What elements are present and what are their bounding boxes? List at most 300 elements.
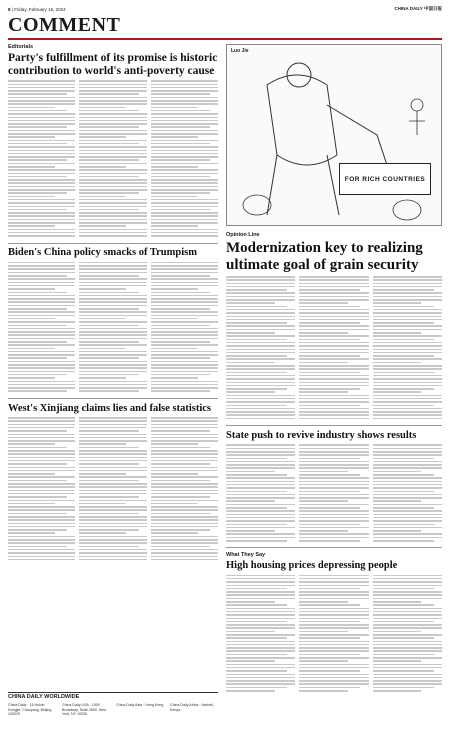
text-line [8,390,67,392]
text-line [151,153,218,155]
text-line [151,483,218,485]
text-line [299,276,368,278]
text-line [79,328,146,330]
text-line [8,506,75,508]
text-line [79,318,126,320]
text-line [8,348,55,350]
text-line [373,332,422,334]
text-line [79,427,146,429]
text-line [151,371,218,373]
text-line [79,483,146,485]
text-line [79,268,146,270]
text-line [299,289,360,291]
text-line [79,126,138,128]
text-line [373,647,442,649]
text-line [8,103,75,105]
text-line [79,166,126,168]
text-line [226,299,295,301]
text-line [151,367,218,369]
text-line [8,209,67,211]
text-line [226,588,287,590]
text-line [8,434,75,436]
text-line [79,133,146,135]
text-line [8,285,75,287]
masthead-rule [8,38,442,40]
text-line [8,107,55,109]
text-line [8,443,55,445]
text-line [151,87,218,89]
text-line [299,634,368,636]
text-line [226,461,295,463]
text-line [373,484,442,486]
text-line [151,443,198,445]
text-line [151,301,218,303]
text-line [8,357,67,359]
text-line [299,677,368,679]
editorial-2-body [8,262,218,394]
text-line [79,219,146,221]
text-line [373,395,442,397]
text-line [373,474,434,476]
text-line [8,215,75,217]
text-line [79,381,146,383]
text-line [299,391,348,393]
text-line [226,631,275,633]
text-line [299,309,368,311]
footer-contact-1: China Daily · 15 Huixin Dongjie, Chaoyang, Beijing 100029 [8,703,52,717]
text-line [226,491,287,493]
text-line [151,556,218,558]
text-line [373,627,442,629]
text-line [8,84,75,86]
text-line [226,683,295,685]
text-line [8,367,75,369]
text-line [79,321,146,323]
text-line [373,418,442,420]
text-line [226,650,295,652]
text-line [8,539,75,541]
text-line [79,364,146,366]
text-line [373,491,434,493]
text-line [8,159,67,161]
text-line [299,517,368,519]
text-line [79,450,146,452]
text-line [151,440,218,442]
text-line [299,660,348,662]
text-line [299,325,368,327]
text-line [8,301,75,303]
text-line [299,611,368,613]
text-line [79,523,146,525]
text-line [299,411,368,413]
text-line [8,526,75,528]
text-line [151,173,218,175]
text-line [299,355,360,357]
text-line [8,169,75,171]
text-line [373,487,442,489]
text-line [8,328,75,330]
text-line [226,604,287,606]
cartoon-drawing-icon [227,45,443,227]
text-line [299,312,368,314]
text-line [8,272,75,274]
footer-contacts [8,692,218,740]
text-line [79,199,146,201]
text-line [151,209,210,211]
text-line [373,352,442,354]
text-line [373,375,442,377]
text-line [299,401,368,403]
text-line [8,113,75,115]
text-line [373,654,434,656]
text-line [151,298,218,300]
text-line [151,447,210,449]
text-line [226,289,287,291]
text-line [79,331,146,333]
text-line [8,536,75,538]
text-line [151,486,218,488]
text-line [226,286,295,288]
text-line [226,581,295,583]
text-line [299,329,368,331]
text-line [151,305,218,307]
text-line [151,424,218,426]
text-line [299,372,360,374]
text-line [299,335,368,337]
text-line [299,524,360,526]
text-line [299,362,348,364]
text-line [373,276,442,278]
text-line [79,136,126,138]
text-line [79,453,146,455]
text-line [8,199,75,201]
text-line [299,467,368,469]
text-line [373,641,442,643]
text-line [373,283,442,285]
text-line [373,372,434,374]
text-line [151,506,218,508]
text-line [151,140,218,142]
text-line [373,657,442,659]
text-line [8,278,75,280]
text-line [79,298,146,300]
text-line [373,467,442,469]
text-line [151,262,218,264]
text-line [79,123,146,125]
text-line [226,507,287,509]
text-line [79,341,138,343]
text-line [8,311,75,313]
text-line [299,591,368,593]
text-line [299,395,368,397]
text-line [299,514,368,516]
text-line [79,509,146,511]
editorial-headline-1: Party's fulfillment of its promise is historic contribution to world's anti-poverty cause [8,52,218,77]
text-line [299,598,368,600]
text-line [151,196,198,198]
text-line [79,305,146,307]
text-line [79,278,146,280]
text-line [151,318,198,320]
text-line [79,467,146,469]
text-line [79,308,138,310]
text-line [151,192,210,194]
text-line [79,420,146,422]
paper-name: CHINA DAILY 中国日报 [394,6,442,11]
text-line [8,546,67,548]
divider [226,425,442,426]
text-line [8,126,67,128]
text-line [226,533,295,535]
text-line [226,276,295,278]
text-line [151,169,218,171]
text-line [151,219,218,221]
text-line [79,470,146,472]
text-line [151,453,218,455]
text-line [373,524,434,526]
text-line [79,295,146,297]
text-line [299,332,348,334]
text-line [79,460,146,462]
text-line [373,644,442,646]
text-line [299,680,368,682]
text-line [79,384,146,386]
text-line [151,222,218,224]
text-line [299,388,360,390]
text-line [151,272,218,274]
text-line [299,477,368,479]
text-line [299,286,368,288]
text-line [8,493,75,495]
text-line [226,345,295,347]
text-line [79,493,146,495]
text-line [79,437,146,439]
text-line [79,87,146,89]
text-line [373,388,434,390]
text-line [299,464,368,466]
text-line [299,637,360,639]
text-line [8,470,75,472]
text-line [79,440,146,442]
text-line [373,296,442,298]
text-line [8,529,67,531]
text-line [373,500,422,502]
text-line [79,463,138,465]
text-line [299,631,348,633]
text-line [8,453,75,455]
text-line [8,509,75,511]
text-line [299,339,360,341]
text-line [151,546,210,548]
text-line [299,461,368,463]
text-line [373,312,442,314]
text-line [299,296,368,298]
text-line [8,532,55,534]
text-line [299,575,368,577]
text-line [226,614,295,616]
text-line [79,100,146,102]
text-line [226,414,295,416]
text-line [79,387,146,389]
text-line [373,667,442,669]
text-line [226,418,295,420]
editorial-headline-2: Biden's China policy smacks of Trumpism [8,247,197,259]
text-line [226,494,295,496]
text-line [299,585,368,587]
text-line [79,192,138,194]
text-line [226,296,295,298]
text-line [8,130,75,132]
text-line [373,621,434,623]
text-line [299,647,368,649]
text-line [226,520,295,522]
text-line [299,306,360,308]
text-line [226,375,295,377]
text-line [151,328,218,330]
text-line [373,382,442,384]
text-line [8,351,75,353]
text-line [226,537,295,539]
text-line [373,517,442,519]
text-line [373,618,442,620]
text-line [373,358,442,360]
text-line [226,575,295,577]
text-line [79,163,146,165]
text-line [8,387,75,389]
text-line [226,467,295,469]
text-line [226,601,275,603]
right-column [226,44,442,693]
section-masthead: COMMENT [8,14,121,36]
text-line [299,454,368,456]
top-bar [8,4,442,14]
text-line [151,496,210,498]
text-line [373,378,442,380]
text-line [151,463,210,465]
text-line [373,680,442,682]
text-line [373,494,442,496]
text-line [8,559,75,561]
text-line [373,302,422,304]
text-line [151,146,218,148]
text-line [8,229,75,231]
text-line [79,549,146,551]
text-line [79,476,146,478]
text-line [79,232,146,234]
text-line [8,133,75,135]
text-line [151,126,210,128]
text-line [226,352,295,354]
text-line [151,159,210,161]
text-line [151,351,218,353]
text-line [226,368,295,370]
text-line [226,517,295,519]
text-line [151,84,218,86]
text-line [373,611,442,613]
text-line [299,418,368,420]
text-line [151,199,218,201]
text-line [299,667,368,669]
text-line [8,153,75,155]
text-line [79,546,138,548]
what-they-say-body [226,575,442,694]
text-line [8,427,75,429]
text-line [79,536,146,538]
text-line [373,481,442,483]
text-line [8,542,75,544]
text-line [373,674,442,676]
text-line [299,650,368,652]
text-line [8,500,75,502]
text-line [299,533,368,535]
text-line [299,292,368,294]
text-line [373,677,442,679]
text-line [373,578,442,580]
text-line [373,286,442,288]
text-line [79,285,146,287]
text-line [299,604,360,606]
text-line [79,150,146,152]
text-line [79,262,146,264]
text-line [8,450,75,452]
text-line [226,388,287,390]
text-line [226,627,295,629]
text-line [151,334,218,336]
text-line [226,690,275,692]
text-line [151,80,218,82]
text-line [226,401,295,403]
text-line [226,312,295,314]
text-line [226,618,295,620]
text-line [79,311,146,313]
text-line [373,448,442,450]
text-line [373,540,434,542]
text-line [226,654,287,656]
text-line [151,390,210,392]
text-line [226,319,295,321]
text-line [8,262,75,264]
text-line [8,265,75,267]
text-line [8,120,75,122]
text-line [151,212,218,214]
text-line [8,384,75,386]
divider [8,243,218,244]
text-line [151,186,218,188]
text-line [8,182,75,184]
text-line [151,457,218,459]
text-line [8,292,67,294]
text-line [373,339,434,341]
text-line [226,395,295,397]
divider [226,547,442,548]
text-line [8,206,75,208]
text-line [373,637,434,639]
text-line [226,608,295,610]
text-line [299,365,368,367]
text-line [151,110,210,112]
text-line [8,364,75,366]
text-line [79,377,126,379]
text-line [373,391,422,393]
text-line [8,97,75,99]
text-line [151,519,218,521]
text-line [299,487,368,489]
text-line [151,552,218,554]
text-line [79,173,146,175]
text-line [79,526,146,528]
text-line [151,559,218,561]
text-line [151,100,218,102]
